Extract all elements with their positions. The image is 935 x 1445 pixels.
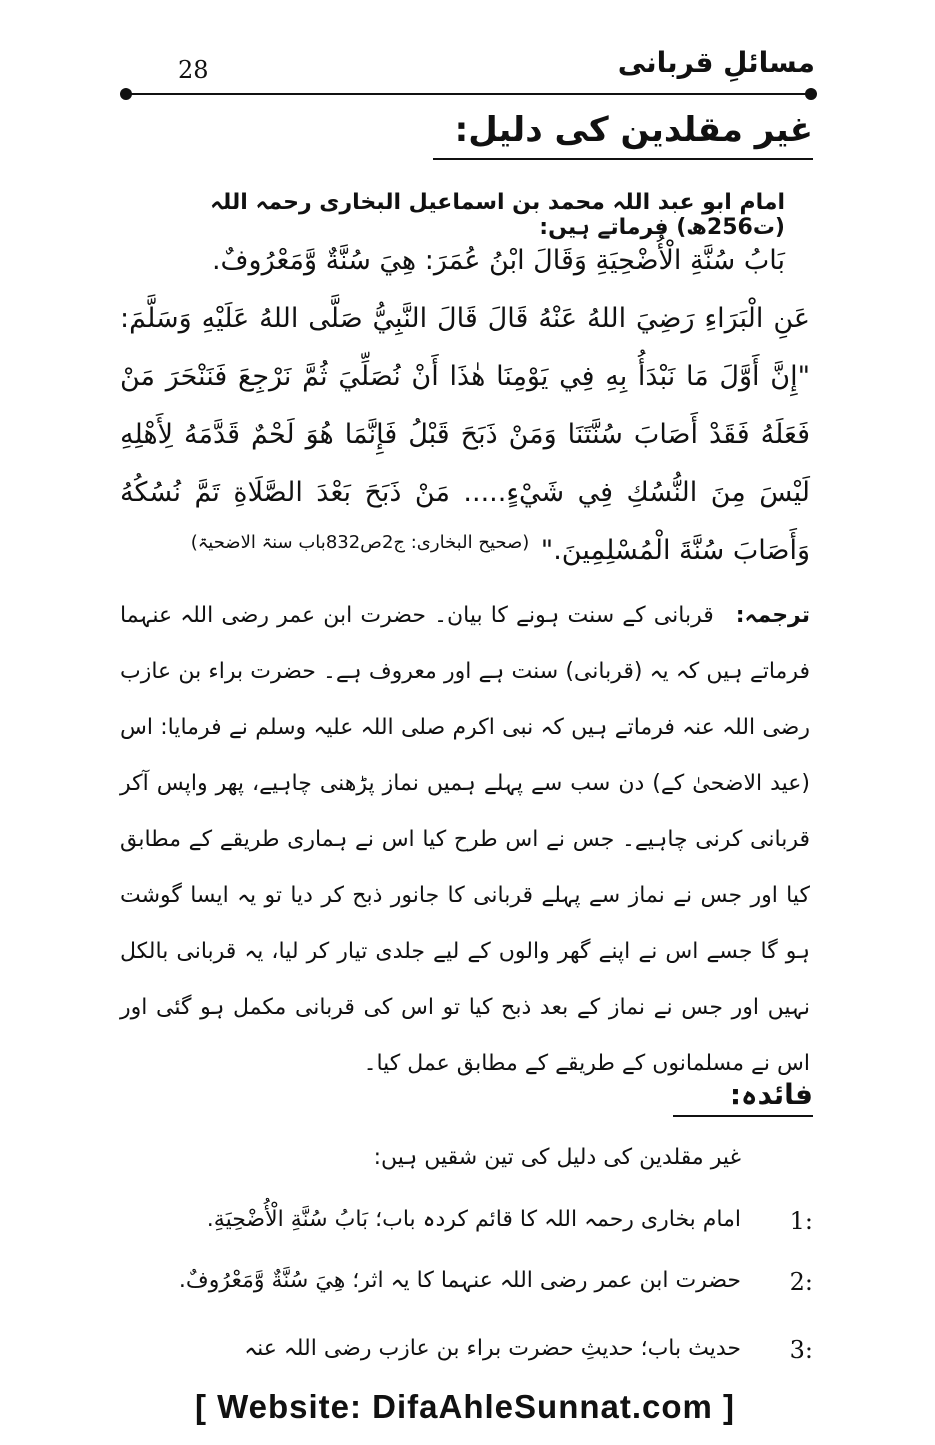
header-divider (126, 93, 810, 95)
fawaid-heading: فائدہ: (673, 1078, 813, 1117)
intro-line: امام ابو عبد اللہ محمد بن اسماعیل البخاری رحمہ اللہ (ت256ھ) فرماتے ہیں: (210, 190, 785, 240)
fawaid-point (123, 1336, 813, 1386)
section-heading: غیر مقلدین کی دلیل: (433, 110, 813, 160)
header-divider-right-dot (805, 88, 817, 100)
translation-text: قربانی کے سنت ہونے کا بیان۔ حضرت ابن عمر رضی اللہ عنہما فرماتے ہیں کہ یہ (قربانی) سنت ہے اور معروف ہے۔ حضرت براء بن عازب رضی اللہ عنہ فرماتے ہیں کہ نبی اکرم صلی اللہ علیہ وسلم نے فرمایا: اس (عید الاضحیٰ کے) دن سب سے پہلے ہمیں نماز پڑھنی چاہیے، پھر واپس آکر قربانی کرنی چاہیے۔ جس نے اس طرح کیا اس نے ہماری طریقے کے مطابق کیا اور جس نے نماز سے پہلے قربانی کا جانور ذبح کر دیا تو یہ ایسا گوشت ہو گا جسے اس نے اپنے گھر والوں کے لیے جلدی تیار کر لیا، یہ قربانی بالکل نہیں اور جس نے نماز کے بعد ذبح کیا تو اس کی قربانی مکمل ہو گئی اور اس نے مسلمانوں کے طریقے کے مطابق عمل کیا۔ (120, 603, 810, 1076)
website-footer: [ Website: DifaAhleSunnat.com ] (194, 1388, 736, 1425)
hadith-reference: (صحیح البخاری: ج2ص832باب سنۃ الاضحیۃ) (190, 532, 530, 553)
point-number: 3: (789, 1336, 813, 1364)
point-text: حضرت ابن عمر رضی اللہ عنہما کا یہ اثر؛ هِيَ سُنَّةٌ وَّمَعْرُوفٌ. (178, 1268, 741, 1293)
fawaid-point (123, 1268, 813, 1318)
point-number: 1: (789, 1207, 813, 1235)
translation-paragraph (120, 588, 810, 1092)
fawaid-intro: غیر مقلدین کی دلیل کی تین شقیں ہیں: (373, 1145, 741, 1170)
header-divider-left-dot (120, 88, 132, 100)
arabic-chapter-title: بَابُ سُنَّةِ الْأُضْحِيَةِ وَقَالَ ابْنُ عُمَرَ: هِيَ سُنَّةٌ وَّمَعْرُوفٌ. (211, 245, 785, 276)
arabic-hadith-text: عَنِ الْبَرَاءِ رَضِيَ اللهُ عَنْهُ قَالَ قَالَ النَّبِيُّ صَلَّى اللهُ عَلَيْهِ وَسَلَّمَ: "إِنَّ أَوَّلَ مَا نَبْدَأُ بِهِ فِي يَوْمِنَا هٰذَا أَنْ نُصَلِّيَ ثُمَّ نَرْجِعَ فَنَنْحَرَ مَنْ فَعَلَهُ فَقَدْ أَصَابَ سُنَّتَنَا وَمَنْ ذَبَحَ قَبْلُ فَإِنَّمَا هُوَ لَحْمٌ قَدَّمَهُ لِأَهْلِهِ لَيْسَ مِنَ النُّسُكِ فِي شَيْءٍ..... مَنْ ذَبَحَ بَعْدَ الصَّلَاةِ تَمَّ نُسُكُهُ وَأَصَابَ سُنَّةَ الْمُسْلِمِينَ." (120, 303, 810, 566)
point-number: 2: (789, 1268, 813, 1296)
point-text: حدیث باب؛ حدیثِ حضرت براء بن عازب رضی اللہ عنہ (244, 1336, 741, 1361)
book-title: مسائلِ قربانی (617, 46, 815, 79)
point-text: امام بخاری رحمہ اللہ کا قائم کردہ باب؛ بَابُ سُنَّةِ الْأُضْحِيَةِ. (206, 1207, 741, 1232)
translation-label: ترجمہ: (735, 603, 810, 628)
fawaid-point (123, 1207, 813, 1257)
page-number: 28 (178, 56, 209, 84)
